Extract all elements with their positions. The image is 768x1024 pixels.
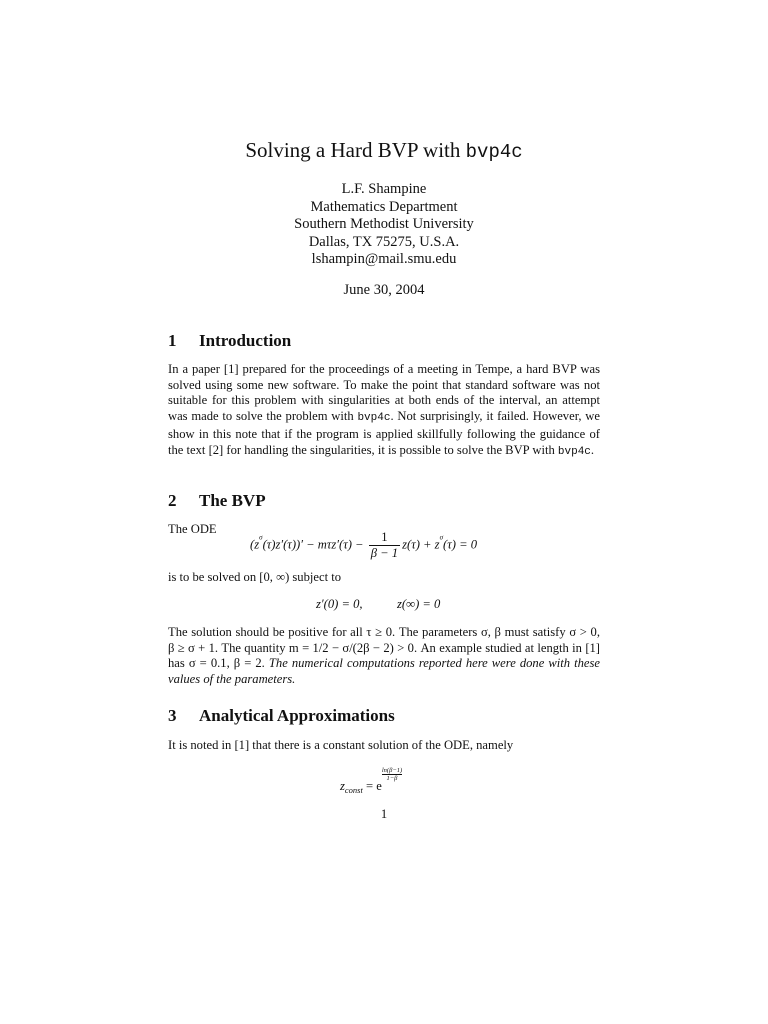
section-number: 2 <box>168 491 177 510</box>
intro-text-2: . Not surprisingly, it failed. However, we show in this note that if the program is applied skillfully following the guidance of the text [2] for handling the singularities, it is possible to solve the BVP with <box>168 409 600 457</box>
section-number: 3 <box>168 706 177 725</box>
eq-equals-e: = e <box>362 779 382 793</box>
ode-fraction <box>369 530 400 561</box>
section-heading-bvp <box>168 491 266 511</box>
boundary-condition-2: z(∞) = 0 <box>397 597 441 611</box>
approx-text: It is noted in [1] that there is a constant solution of the ODE, namely <box>168 738 514 752</box>
intro-code-1: bvp4c <box>357 412 391 425</box>
eq-exponent <box>382 767 402 782</box>
author-university: Southern Methodist University <box>294 216 474 233</box>
author-name: L.F. Shampine <box>341 181 427 197</box>
bvp-text: The solution should be positive for all τ ≥ 0. The parameters σ, β must satisfy σ > 0, β ≥ σ + 1. The quantity m = 1/2 − σ/(2β − 2) > 0. An example studied at length in [1] has σ = 0.1, β = 2. <box>168 625 600 671</box>
section-title: Analytical Approximations <box>199 706 395 725</box>
intro-text-3: . <box>590 442 595 457</box>
paper-date: June 30, 2004 <box>343 282 425 298</box>
ode-equation <box>250 530 477 561</box>
eq-subscript: const <box>344 785 363 795</box>
intro-text-1: In a paper [1] prepared for the proceedings of a meeting in Tempe, a hard BVP was solved using some new software. To make the point that standard software was not suitable for this problem with singularities at both ends of the interval, an attempt was made to solve the problem with <box>168 362 600 424</box>
constant-solution-equation <box>340 767 402 795</box>
section-number: 1 <box>168 331 177 350</box>
ode-sigma-2: σ <box>439 533 444 542</box>
ode-sigma-1: σ <box>259 533 263 542</box>
section-heading-approximations <box>168 706 395 726</box>
eq-z: z <box>340 779 345 793</box>
ode-end: (τ) = 0 <box>443 537 478 552</box>
author-block <box>0 181 768 269</box>
bvp-paragraph <box>168 625 600 688</box>
eq-exp-den: 1−β <box>386 775 398 782</box>
bvp-italic-text: The numerical computations reported here were done with these values of the parameters. <box>168 656 600 687</box>
subject-to-text: is to be solved on [0, ∞) subject to <box>168 570 342 584</box>
paper-title <box>0 138 768 163</box>
author-department: Mathematics Department <box>310 198 458 215</box>
eq-exp-num: ln(β−1) <box>381 767 403 774</box>
section-title: The BVP <box>199 491 266 510</box>
section-title: Introduction <box>199 331 292 350</box>
intro-code-2: bvp4c <box>557 445 591 458</box>
ode-left: (z <box>250 537 260 552</box>
ode-label: The ODE <box>168 522 217 536</box>
ode-right: z(τ) + z <box>402 537 440 552</box>
ode-mid: (τ)z′(τ))′ − mτz′(τ) − <box>262 537 364 552</box>
section-heading-introduction <box>168 331 291 351</box>
ode-frac-num: 1 <box>369 530 400 546</box>
page-number: 1 <box>380 807 388 821</box>
ode-frac-den: β − 1 <box>370 546 399 560</box>
title-text: Solving a Hard BVP with <box>245 138 466 162</box>
title-code: bvp4c <box>465 141 523 163</box>
boundary-condition-1: z′(0) = 0, <box>316 597 363 611</box>
author-address: Dallas, TX 75275, U.S.A. <box>308 233 460 250</box>
author-email: lshampin@mail.smu.edu <box>311 251 457 268</box>
introduction-paragraph <box>168 362 600 460</box>
